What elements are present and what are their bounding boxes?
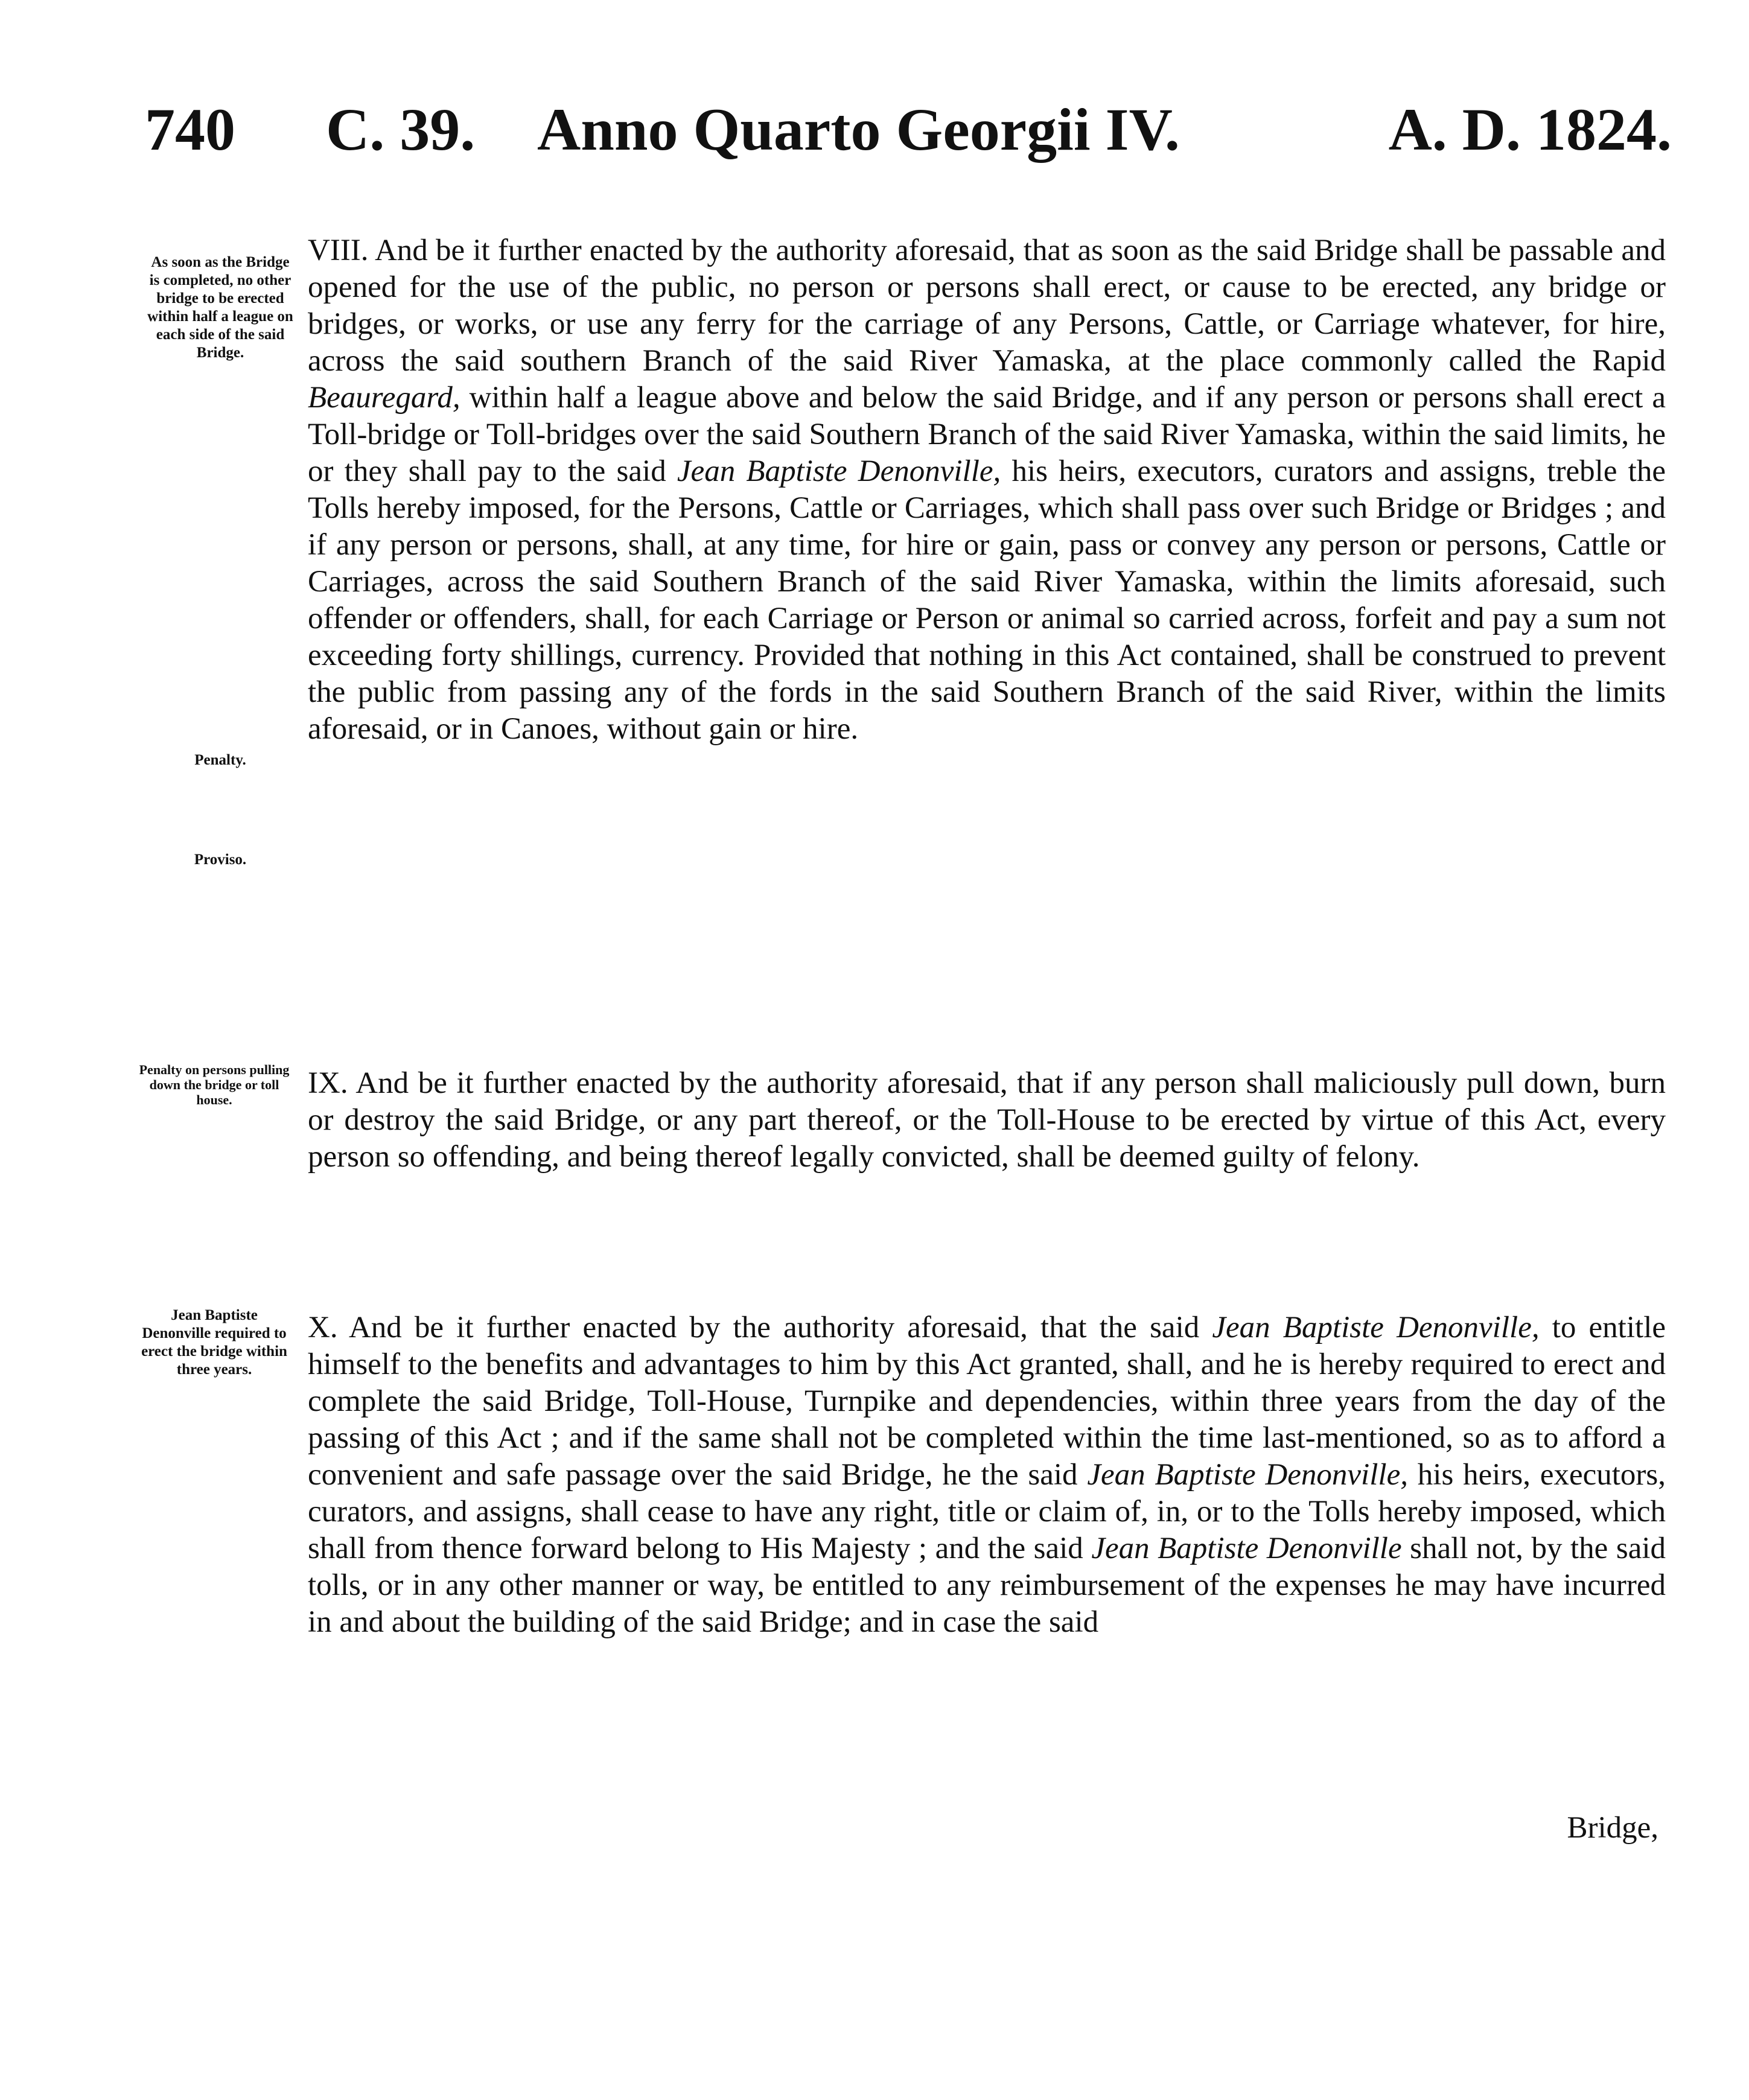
page-number: 740 [145, 96, 235, 163]
section-x-text-3: his heirs, executors, curators, and assigns, shall cease to have any right, title or claim of, in, or to the Tolls hereby imposed, which shall from thence forward belong to His Majesty ; and the said [308, 1458, 1666, 1565]
regnal-year-title: Anno Quarto Georgii IV. [537, 96, 1180, 163]
margin-note-construction-deadline: Jean Baptiste Denonville required to erect the bridge within three years. [141, 1307, 287, 1378]
anno-domini-year: A. D. 1824. [1388, 96, 1672, 163]
section-x-text-2: to entitle himself to the benefits and advantages to him by this Act granted, shall, and he is hereby required to erect and complete the said Bridge, Toll-House, Turnpike and dependencies, within three years from the day of the passing of this Act ; and if the same shall not be completed within the time last-mentioned, so as to afford a convenient and safe passage over the said Bridge, he the said [308, 1311, 1666, 1492]
section-viii-paragraph [308, 232, 1666, 748]
section-x-italic-name-1: Jean Baptiste Denonville, [1212, 1311, 1540, 1344]
section-viii-text-1: VIII. And be it further enacted by the authority aforesaid, that as soon as the said Bridge shall be passable and opened for the use of the public, no person or persons shall erect, or cause to be erected, any bridge or bridges, or works, or use any ferry for the carriage of any Persons, Cattle, or Carriage whatever, for hire, across the said southern Branch of the said River Yamaska, at the place commonly called the Rapid [308, 234, 1666, 378]
margin-note-bridge-exclusivity: As soon as the Bridge is completed, no other bridge to be erected within half a league on each side of the said Bridge. [147, 254, 293, 361]
section-x-paragraph [308, 1309, 1666, 1641]
margin-note-proviso: Proviso. [194, 851, 247, 868]
margin-note-penalty: Penalty. [194, 752, 246, 768]
chapter-number: C. 39. [326, 96, 476, 163]
section-viii-italic-name: Jean Baptiste Denonville, [677, 454, 1001, 488]
page-header [145, 91, 1672, 169]
section-x-italic-name-2: Jean Baptiste Denonville, [1087, 1458, 1408, 1492]
catchword: Bridge, [1567, 1811, 1658, 1845]
section-ix-text: IX. And be it further enacted by the authority aforesaid, that if any person shall maliciously pull down, burn or destroy the said Bridge, or any part thereof, or the Toll-House to be erected by virtue of this Act, every person so offending, and being thereof legally convicted, shall be deemed guilty of felony. [308, 1066, 1666, 1174]
section-x-text-1: X. And be it further enacted by the authority aforesaid, that the said [308, 1311, 1212, 1344]
section-viii-italic-place: Beauregard, [308, 381, 460, 415]
section-viii-text-2: within half a league above and below the said Bridge, and if any person or persons shall erect a Toll-bridge or Toll-bridges over the said Southern Branch of the said River Yamaska, within the said limits, he or they shall pay to the said [308, 381, 1666, 488]
section-viii-text-3: his heirs, executors, curators and assigns, treble the Tolls hereby imposed, for the Persons, Cattle or Carriages, which shall pass over such Bridge or Bridges ; and if any person or persons, shall, at any time, for hire or gain, pass or convey any person or persons, Cattle or Carriages, across the said Southern Branch of the said River Yamaska, within the limits aforesaid, such offender or offenders, shall, for each Carriage or Person or animal so carried across, forfeit and pay a sum not exceeding forty shillings, currency. Provided that nothing in this Act contained, shall be construed to prevent the public from passing any of the fords in the said Southern Branch of the said River, within the limits aforesaid, or in Canoes, without gain or hire. [308, 454, 1666, 746]
section-x-text-4: shall not, by the said tolls, or in any other manner or way, be entitled to any reimbursement of the expenses he may have incurred in and about the building of the said Bridge; and in case the said [308, 1532, 1666, 1639]
section-x-italic-name-3: Jean Baptiste Denonville [1091, 1532, 1402, 1565]
margin-note-penalty-destruction: Penalty on persons pulling down the bridge or toll house. [139, 1062, 290, 1107]
section-ix-paragraph [308, 1065, 1666, 1176]
